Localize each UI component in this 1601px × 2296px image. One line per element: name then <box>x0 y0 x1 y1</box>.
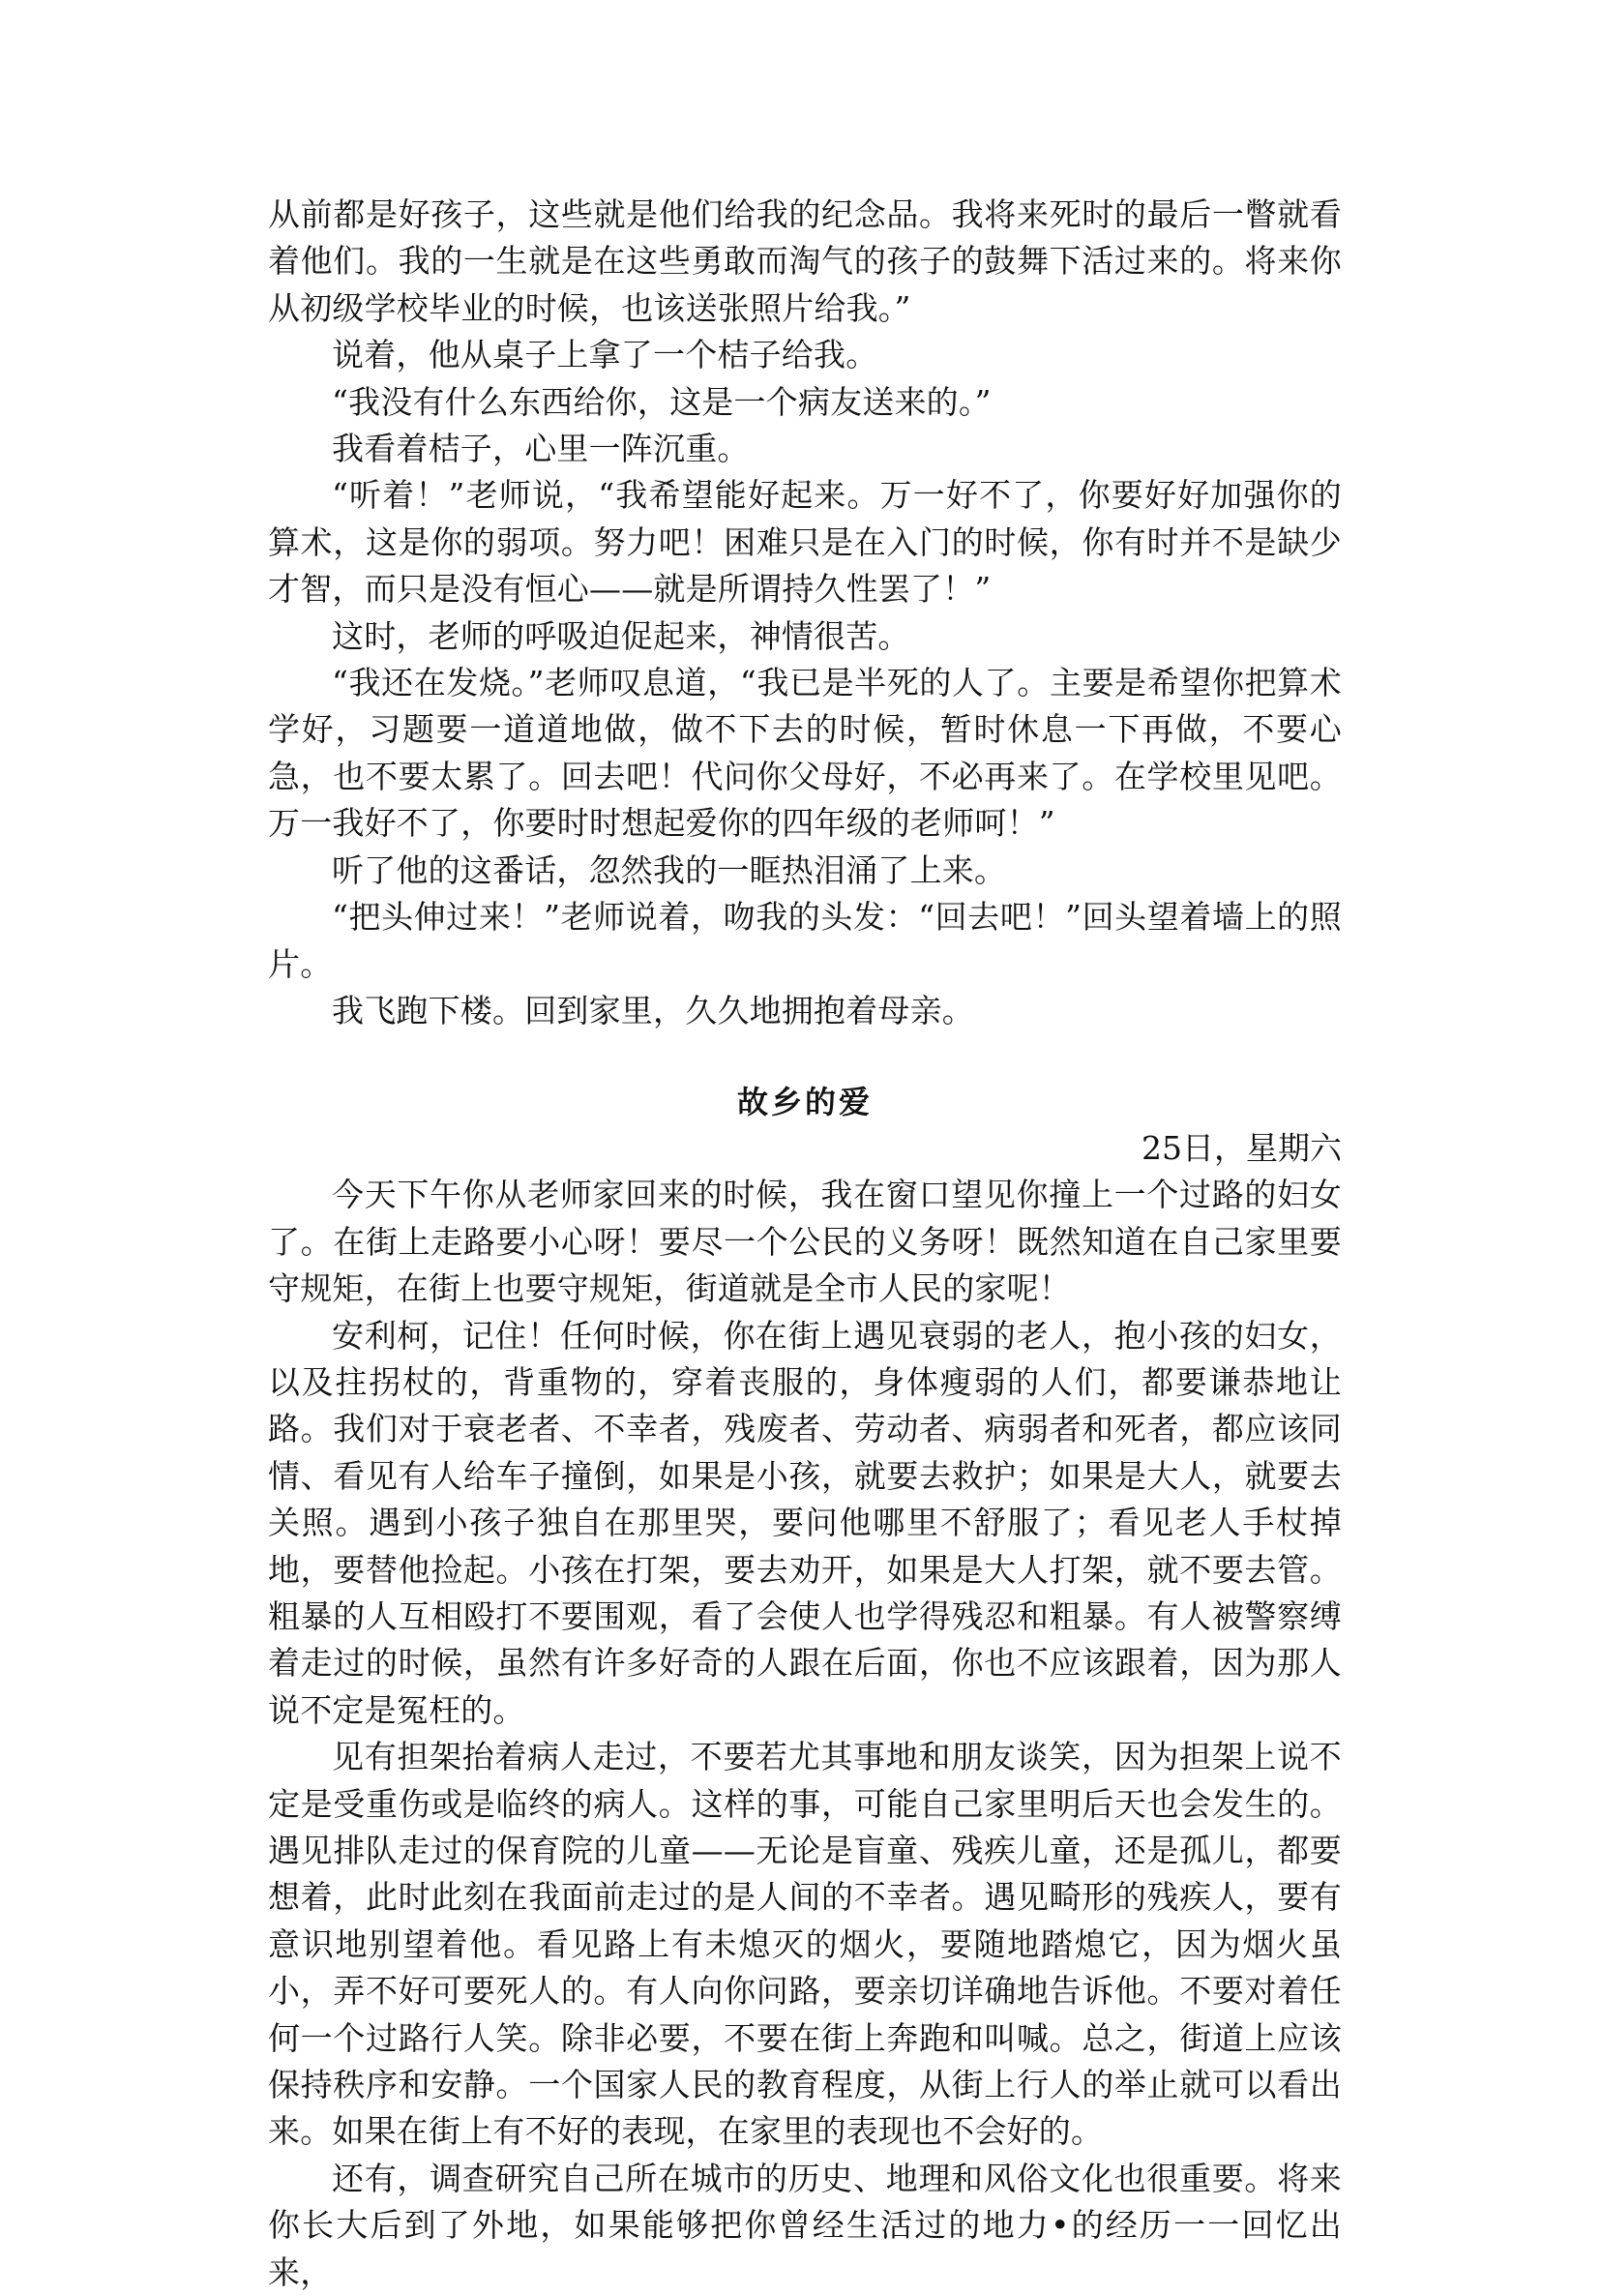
paragraph: 我看着桔子，心里一阵沉重。 <box>332 430 750 468</box>
paragraph: 我飞跑下楼。回到家里，久久地拥抱着母亲。 <box>332 991 974 1029</box>
document-page <box>268 192 1342 2296</box>
section-title: 故乡的爱 <box>736 1084 873 1121</box>
dateline: 25日，星期六 <box>1141 1129 1342 1168</box>
paragraph: 见有担架抬着病人走过，不要若尤其事地和朋友谈笑，因为担架上说不定是受重伤或是临终的病人。这样的事，可能自己家里明后天也会发生的。遇见排队走过的保育院的儿童——无论是盲童、残疾儿童，还是孤儿，都要想着，此时此刻在我面前走过的是人间的不幸者。遇见畸形的残疾人，要有意识地别望着他。看见路上有未熄灭的烟火，要随地踏熄它，因为烟火虽小，弄不好可要死人的。有人向你问路，要亲切详确地告诉他。不要对着任何一个过路行人笑。除非必要，不要在街上奔跑和叫喊。总之，街道上应该保持秩序和安静。一个国家人民的教育程度，从街上行人的举止就可以看出来。如果在街上有不好的表现，在家里的表现也不会好的。 <box>268 1738 1342 2151</box>
paragraph: 还有，调查研究自己所在城市的历史、地理和风俗文化也很重要。将来你长大后到了外地，如果能够把你曾经生活过的地力•的经历一一回忆出来， <box>268 2159 1342 2291</box>
paragraph: 安利柯，记住！任何时候，你在街上遇见衰弱的老人，抱小孩的妇女，以及拄拐杖的，背重物的，穿着丧服的，身体瘦弱的人们，都要谦恭地让路。我们对于衰老者、不幸者，残废者、劳动者、病弱者和死者，都应该同情、看见有人给车子撞倒，如果是小孩，就要去救护；如果是大人，就要去关照。遇到小孩子独自在那里哭，要问他哪里不舒服了；看见老人手杖掉地，要替他捡起。小孩在打架，要去劝开，如果是大人打架，就不要去管。粗暴的人互相殴打不要围观，看了会使人也学得残忍和粗暴。有人被警察缚着走过的时候，虽然有许多好奇的人跟在后面，你也不应该跟着，因为那人说不定是冤枉的。 <box>268 1316 1342 1729</box>
paragraph: “我还在发烧。”老师叹息道，“我已是半死的人了。主要是希望你把算术学好，习题要一道道地做，做不下去的时候，暂时休息一下再做，不要心急，也不要太累了。回去吧！代问你父母好，不必再来了。在学校里见吧。万一我好不了，你要时时想起爱你的四年级的老师呵！” <box>268 664 1342 843</box>
paragraph: 这时，老师的呼吸迫促起来，神情很苦。 <box>332 616 910 655</box>
paragraph: 说着，他从桌子上拿了一个桔子给我。 <box>332 336 878 374</box>
paragraph: 今天下午你从老师家回来的时候，我在窗口望见你撞上一个过路的妇女了。在街上走路要小心呀！要尽一个公民的义务呀！既然知道在自己家里要守规矩，在街上也要守规矩，街道就是全市人民的家呢！ <box>268 1176 1342 1308</box>
part2-body <box>268 1172 1342 2296</box>
paragraph: “我没有什么东西给你，这是一个病友送来的。” <box>332 382 992 421</box>
paragraph: 从前都是好孩子，这些就是他们给我的纪念品。我将来死时的最后一瞥就看着他们。我的一生就是在这些勇敢而淘气的孩子的鼓舞下活过来的。将来你从初级学校毕业的时候，也该送张照片给我。” <box>268 195 1342 327</box>
paragraph: 听了他的这番话，忽然我的一眶热泪涌了上来。 <box>332 850 1007 889</box>
paragraph: “听着！”老师说，“我希望能好起来。万一好不了，你要好好加强你的算术，这是你的弱项。努力吧！困难只是在入门的时候，你有时并不是缺少才智，而只是没有恒心——就是所谓持久性罢了！” <box>268 476 1342 609</box>
part1-body <box>268 192 1342 1034</box>
section-spacer <box>268 1034 1342 1079</box>
paragraph: “把头伸过来！”老师说着，吻我的头发：“回去吧！”回头望着墙上的照片。 <box>268 898 1342 983</box>
